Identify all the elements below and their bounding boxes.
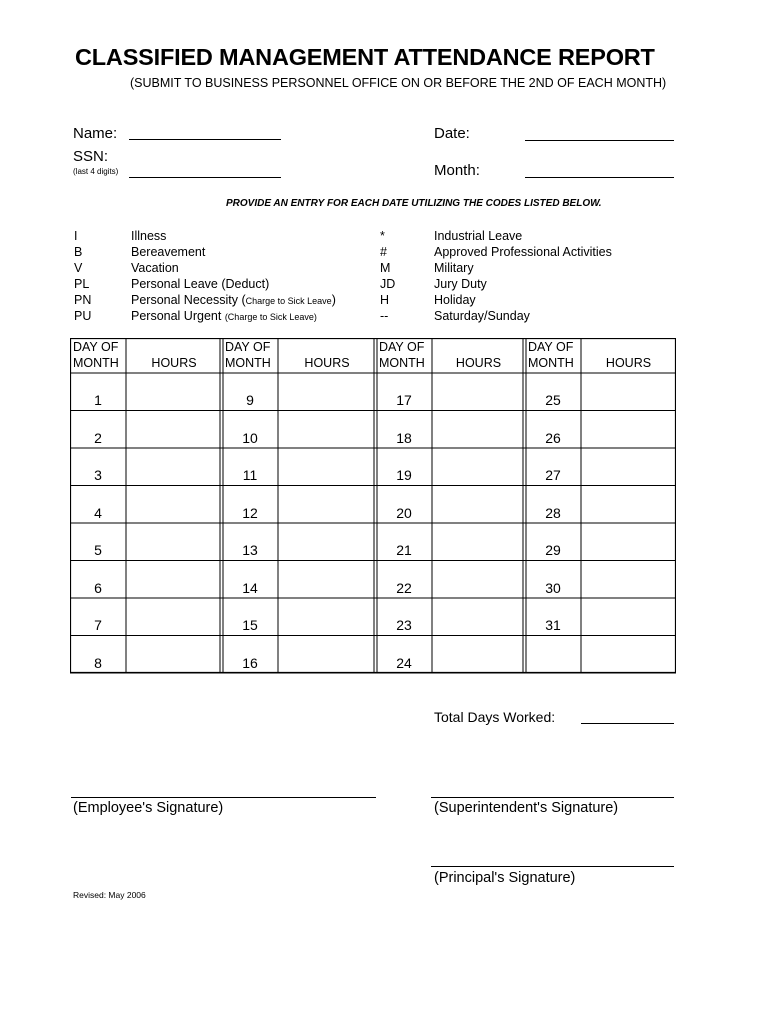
day-header-line2: MONTH (528, 356, 574, 370)
hours-entry-cell[interactable] (583, 638, 673, 672)
day-number: 8 (94, 654, 102, 671)
hours-entry-cell[interactable] (128, 375, 219, 409)
ssn-label: SSN: (73, 148, 109, 165)
hours-entry-cell[interactable] (434, 563, 522, 597)
code-left-0: I (74, 229, 78, 243)
code-left-4-label: Personal Necessity (Charge to Sick Leave) (131, 293, 336, 307)
day-of-month-header (73, 339, 119, 371)
code-left-3-label: Personal Leave (Deduct) (131, 277, 270, 291)
hours-entry-cell[interactable] (280, 375, 373, 409)
code-left-2-label: Vacation (131, 261, 179, 275)
ssn-field[interactable] (129, 177, 281, 178)
day-number: 19 (396, 467, 412, 483)
code-right-3-label: Jury Duty (434, 277, 487, 291)
attendance-table (70, 338, 676, 674)
day-number: 15 (242, 617, 258, 633)
code-right-3: JD (380, 277, 396, 291)
day-number: 1 (94, 392, 102, 408)
date-field[interactable] (525, 140, 674, 141)
day-header-line1: DAY OF (73, 340, 119, 354)
hours-entry-cell[interactable] (280, 600, 373, 634)
hours-entry-cell[interactable] (128, 563, 219, 597)
day-header-line2: MONTH (225, 356, 271, 370)
day-number: 13 (242, 542, 258, 558)
code-left-5: PU (74, 309, 92, 323)
code-left-0-label: Illness (131, 229, 167, 243)
hours-entry-cell[interactable] (128, 413, 219, 447)
day-number: 12 (242, 504, 258, 521)
day-number: 22 (396, 579, 412, 596)
hours-entry-cell[interactable] (434, 638, 522, 672)
day-number: 30 (545, 579, 561, 596)
page-title: CLASSIFIED MANAGEMENT ATTENDANCE REPORT (75, 44, 655, 70)
hours-entry-cell[interactable] (434, 488, 522, 522)
day-number: 20 (396, 504, 412, 521)
day-of-month-header (528, 339, 574, 371)
code-right-5: -- (380, 309, 389, 323)
employee-signature-line[interactable] (71, 797, 376, 798)
day-header-line1: DAY OF (379, 340, 425, 354)
hours-header: HOURS (151, 356, 197, 370)
date-label: Date: (434, 125, 470, 142)
hours-entry-cell[interactable] (280, 525, 373, 559)
month-label: Month: (434, 162, 480, 179)
day-number: 24 (396, 654, 412, 671)
code-right-0: * (380, 229, 385, 243)
day-header-line1: DAY OF (528, 340, 574, 354)
hours-entry-cell[interactable] (128, 525, 219, 559)
codes-left-list (74, 228, 374, 324)
hours-entry-cell[interactable] (434, 600, 522, 634)
hours-entry-cell[interactable] (434, 375, 522, 409)
day-number: 28 (545, 504, 561, 521)
code-right-1-label: Approved Professional Activities (434, 245, 612, 259)
hours-entry-cell[interactable] (280, 638, 373, 672)
ssn-note: (last 4 digits) (73, 167, 119, 176)
hours-entry-cell[interactable] (128, 450, 219, 484)
hours-entry-cell[interactable] (583, 450, 673, 484)
day-number: 9 (246, 392, 254, 408)
day-number: 10 (242, 429, 258, 446)
day-header-line1: DAY OF (225, 340, 271, 354)
hours-entry-cell[interactable] (280, 413, 373, 447)
hours-header: HOURS (304, 356, 350, 370)
total-days-label: Total Days Worked: (434, 709, 556, 725)
hours-entry-cell[interactable] (583, 488, 673, 522)
day-number: 31 (545, 617, 561, 633)
code-right-5-label: Saturday/Sunday (434, 309, 530, 323)
code-left-1-label: Bereavement (131, 245, 206, 259)
superintendent-signature-label: (Superintendent's Signature) (434, 800, 619, 816)
day-number: 5 (94, 542, 102, 558)
hours-entry-cell[interactable] (434, 413, 522, 447)
hours-header: HOURS (455, 356, 502, 370)
day-number: 3 (94, 467, 102, 483)
day-number: 21 (396, 542, 412, 558)
hours-header: HOURS (605, 356, 652, 370)
hours-entry-cell[interactable] (434, 450, 522, 484)
instructions: PROVIDE AN ENTRY FOR EACH DATE UTILIZING THE CODES LISTED BELOW. (226, 198, 602, 209)
name-label: Name: (73, 125, 118, 142)
day-number: 6 (94, 579, 102, 596)
code-left-1: B (74, 245, 83, 259)
total-days-field[interactable] (581, 723, 674, 724)
code-left-2: V (74, 261, 83, 275)
day-of-month-header (379, 339, 425, 371)
code-right-1: # (380, 245, 387, 259)
code-right-0-label: Industrial Leave (434, 229, 523, 243)
hours-entry-cell[interactable] (583, 563, 673, 597)
code-left-3: PL (74, 277, 90, 291)
hours-entry-cell[interactable] (128, 488, 219, 522)
principal-signature-line[interactable] (431, 866, 674, 867)
day-number: 18 (396, 429, 412, 446)
day-number: 2 (94, 429, 102, 446)
hours-entry-cell[interactable] (128, 638, 219, 672)
code-right-4: H (380, 293, 390, 307)
hours-entry-cell[interactable] (583, 375, 673, 409)
hours-entry-cell[interactable] (583, 413, 673, 447)
hours-entry-cell[interactable] (583, 525, 673, 559)
superintendent-signature-line[interactable] (431, 797, 674, 798)
day-header-line2: MONTH (379, 356, 425, 370)
day-number: 25 (545, 392, 561, 408)
day-number: 26 (545, 429, 561, 446)
day-number: 4 (94, 504, 102, 521)
day-number: 17 (396, 392, 412, 408)
principal-signature-label: (Principal's Signature) (434, 870, 576, 886)
hours-entry-cell[interactable] (583, 600, 673, 634)
day-header-line2: MONTH (73, 356, 119, 370)
day-number: 16 (242, 654, 258, 671)
hours-entry-cell[interactable] (128, 600, 219, 634)
day-number: 29 (545, 542, 561, 558)
employee-signature-label: (Employee's Signature) (73, 800, 224, 816)
month-field[interactable] (525, 177, 674, 178)
code-right-4-label: Holiday (434, 293, 476, 307)
day-number: 27 (545, 467, 561, 483)
hours-entry-cell[interactable] (434, 525, 522, 559)
codes-right-list (380, 228, 680, 324)
hours-entry-cell[interactable] (280, 450, 373, 484)
hours-entry-cell[interactable] (280, 563, 373, 597)
code-right-2-label: Military (434, 261, 474, 275)
code-left-5-label: Personal Urgent (Charge to Sick Leave) (131, 309, 317, 323)
name-field[interactable] (129, 139, 281, 140)
day-of-month-header (225, 339, 271, 371)
day-number: 7 (94, 617, 102, 633)
day-number: 14 (242, 579, 258, 596)
code-left-4: PN (74, 293, 92, 307)
page-subtitle: (SUBMIT TO BUSINESS PERSONNEL OFFICE ON OR BEFORE THE 2ND OF EACH MONTH) (130, 76, 667, 90)
hours-entry-cell[interactable] (280, 488, 373, 522)
day-number: 23 (396, 617, 412, 633)
code-right-2: M (380, 261, 391, 275)
day-number: 11 (242, 467, 258, 483)
revised-date: Revised: May 2006 (73, 890, 146, 900)
